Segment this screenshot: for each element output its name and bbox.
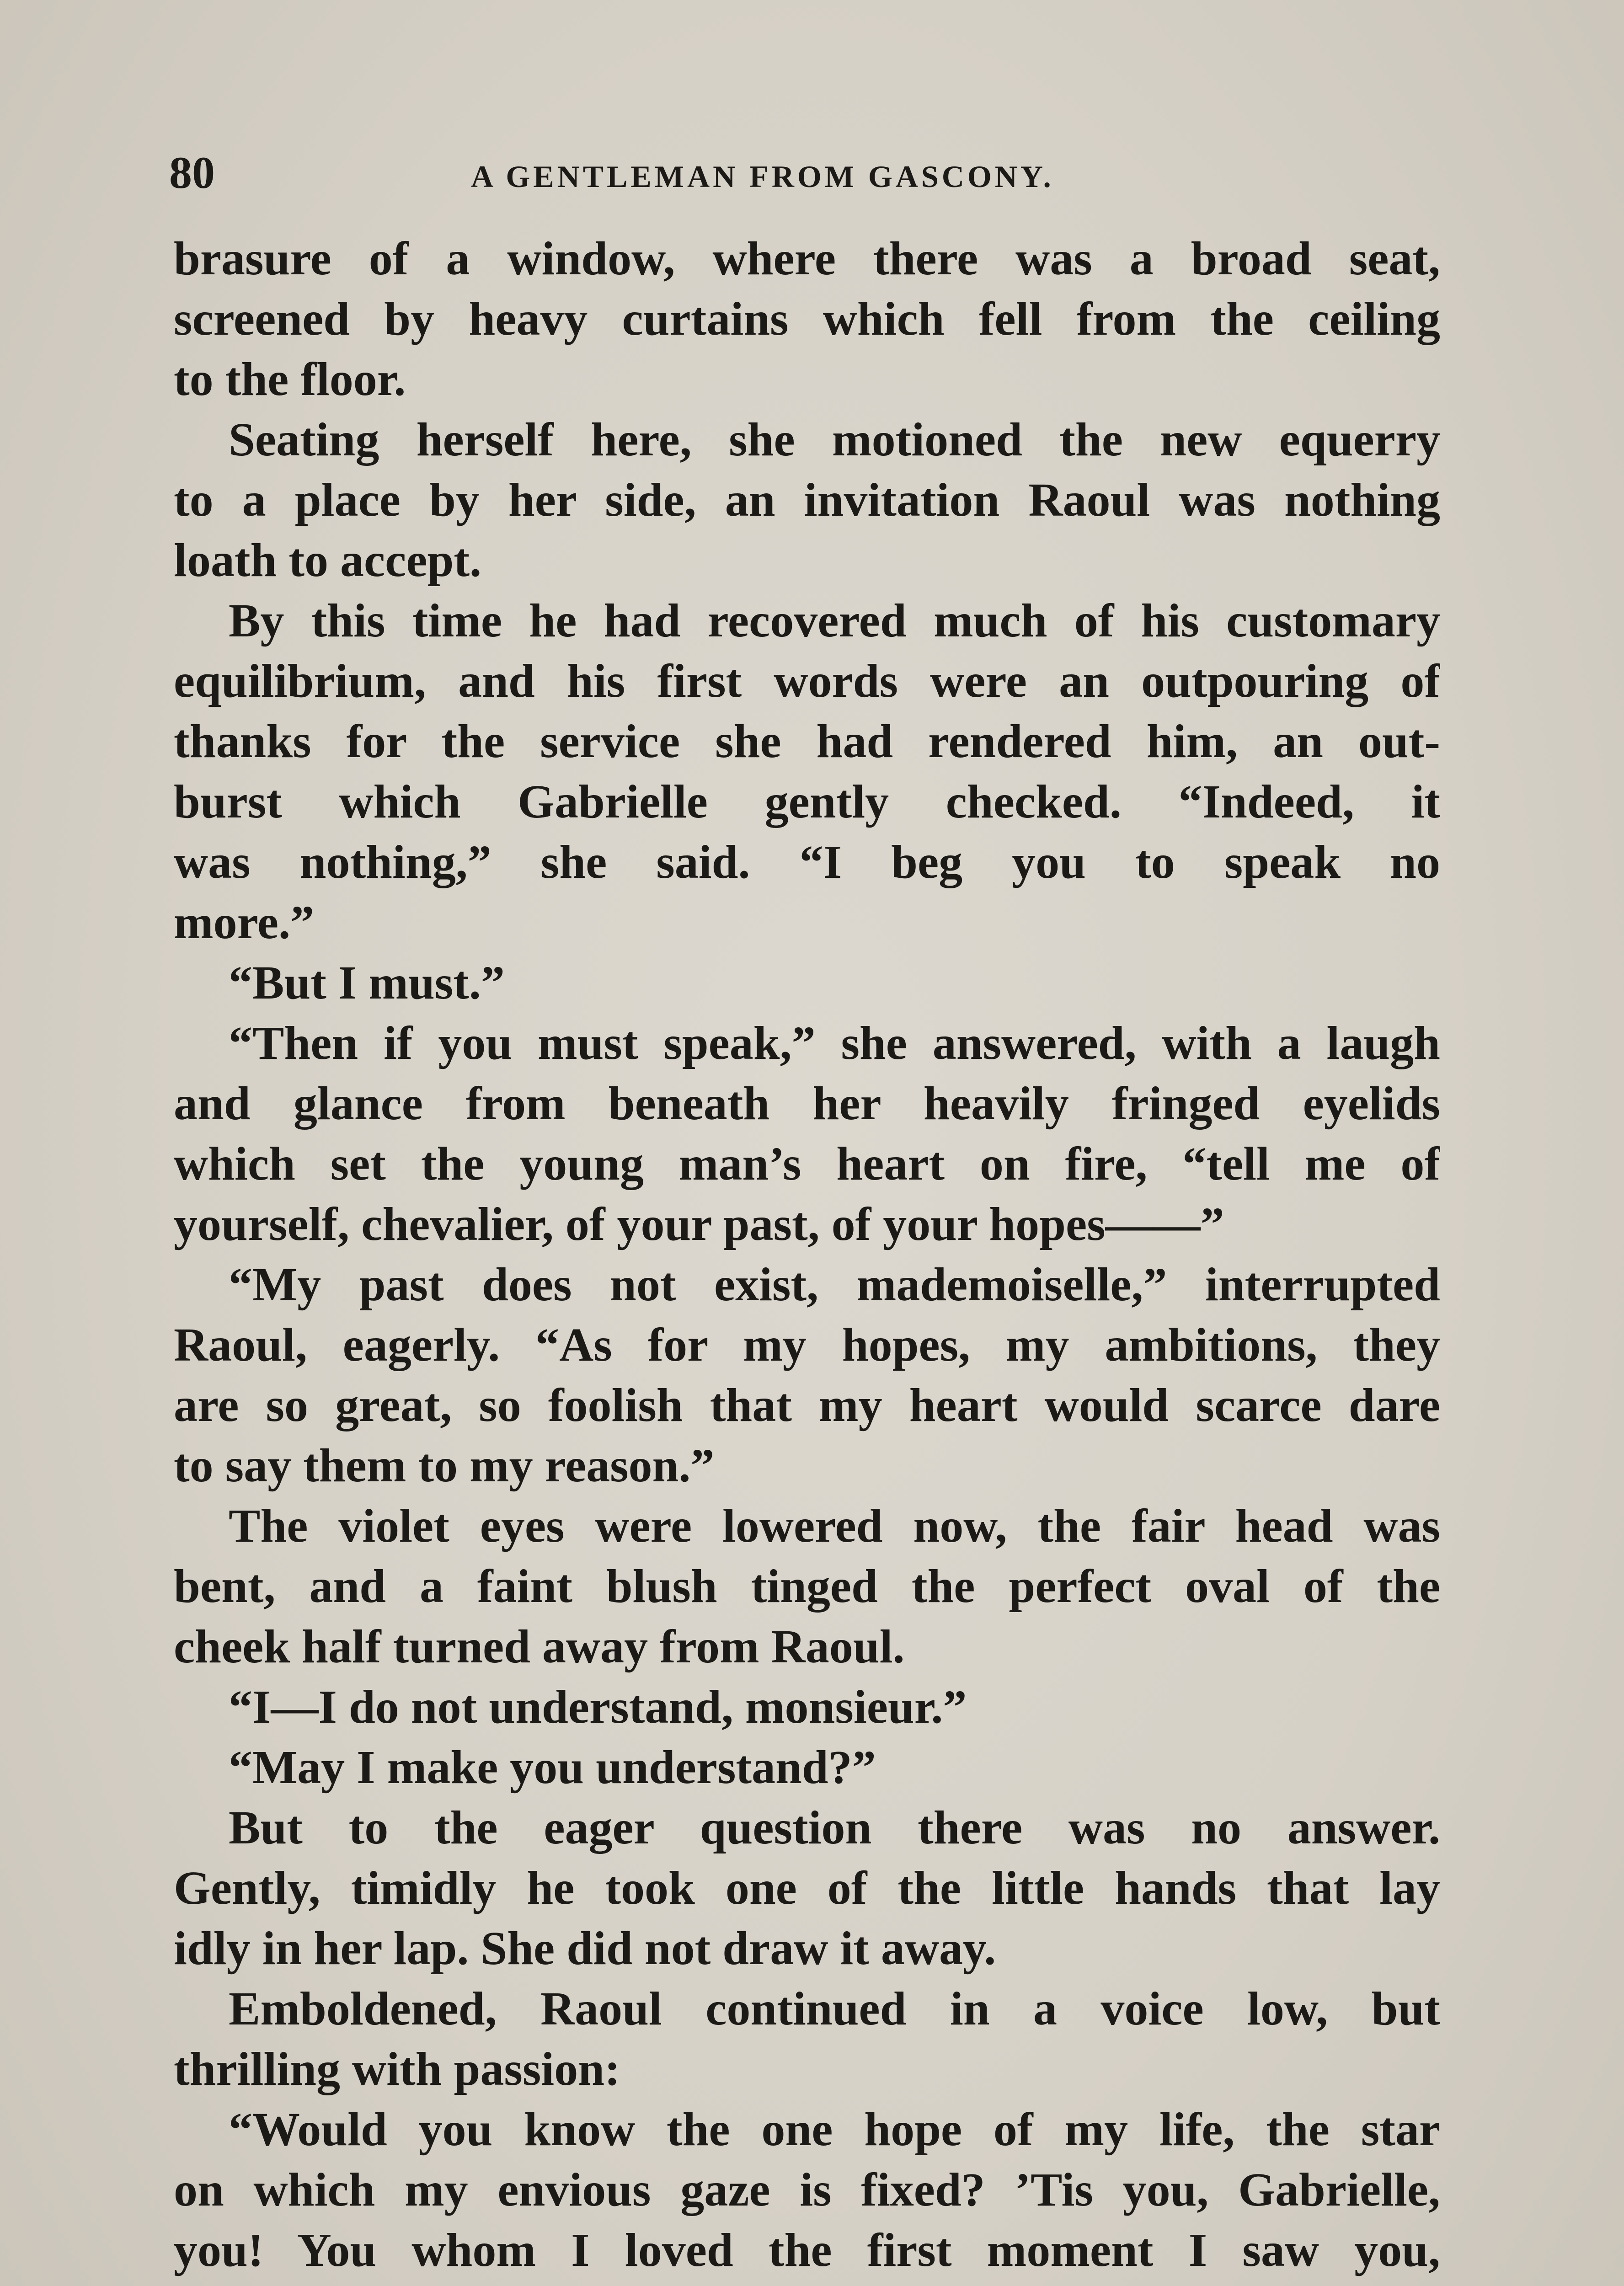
text-line: idly in her lap. She did not draw it away. <box>174 1922 996 1975</box>
text-line: burst which Gabrielle gently checked. “Indeed, it <box>174 775 1440 828</box>
text-line: “Then if you must speak,” she answered, with a laugh <box>229 1017 1440 1069</box>
text-line: Emboldened, Raoul continued in a voice low, but <box>229 1982 1440 2035</box>
text-line: to say them to my reason.” <box>174 1439 715 1492</box>
text-line: loath to accept. <box>174 534 481 587</box>
text-line: you! You whom I loved the first moment I saw you, <box>174 2224 1440 2276</box>
text-line: thanks for the service she had rendered him, an out- <box>174 715 1440 768</box>
text-line: screened by heavy curtains which fell from the ceiling <box>174 293 1440 345</box>
text-line: “I—I do not understand, monsieur.” <box>229 1681 967 1733</box>
text-line: equilibrium, and his first words were an outpouring of <box>174 655 1440 707</box>
text-line: yourself, chevalier, of your past, of your hopes——” <box>174 1198 1224 1250</box>
text-line: bent, and a faint blush tinged the perfect oval of the <box>174 1560 1440 1613</box>
text-line: “But I must.” <box>229 956 505 1009</box>
text-line: are so great, so foolish that my heart would scarce dare <box>174 1379 1440 1431</box>
text-line: cheek half turned away from Raoul. <box>174 1620 905 1673</box>
text-line: But to the eager question there was no answer. <box>229 1801 1440 1854</box>
text-line: “My past does not exist, mademoiselle,” interrupted <box>229 1258 1440 1311</box>
text-line: to a place by her side, an invitation Raoul was nothing <box>174 474 1440 526</box>
text-line: to the floor. <box>174 353 406 406</box>
text-line: thrilling with passion: <box>174 2043 620 2095</box>
text-line: and glance from beneath her heavily fringed eyelids <box>174 1077 1440 1130</box>
running-head: A GENTLEMAN FROM GASCONY. <box>471 159 1054 194</box>
text-line: By this time he had recovered much of his customary <box>229 594 1440 647</box>
text-line: brasure of a window, where there was a broad seat, <box>174 232 1440 285</box>
page-number: 80 <box>169 147 215 198</box>
text-line: which set the young man’s heart on fire, “tell me of <box>174 1138 1440 1190</box>
text-line: on which my envious gaze is fixed? ’Tis you, Gabrielle, <box>174 2163 1440 2216</box>
text-line: Raoul, eagerly. “As for my hopes, my ambitions, they <box>174 1319 1440 1371</box>
text-line: Gently, timidly he took one of the little hands that lay <box>174 1862 1440 1914</box>
text-line: Seating herself here, she motioned the new equerry <box>229 413 1440 466</box>
text-line: more.” <box>174 896 315 949</box>
text-line: The violet eyes were lowered now, the fair head was <box>229 1500 1440 1552</box>
text-line: “May I make you understand?” <box>229 1741 876 1794</box>
body-text <box>174 229 1440 2281</box>
text-line: “Would you know the one hope of my life, the star <box>229 2103 1440 2156</box>
text-line: was nothing,” she said. “I beg you to speak no <box>174 836 1440 888</box>
page-header <box>169 145 1449 200</box>
